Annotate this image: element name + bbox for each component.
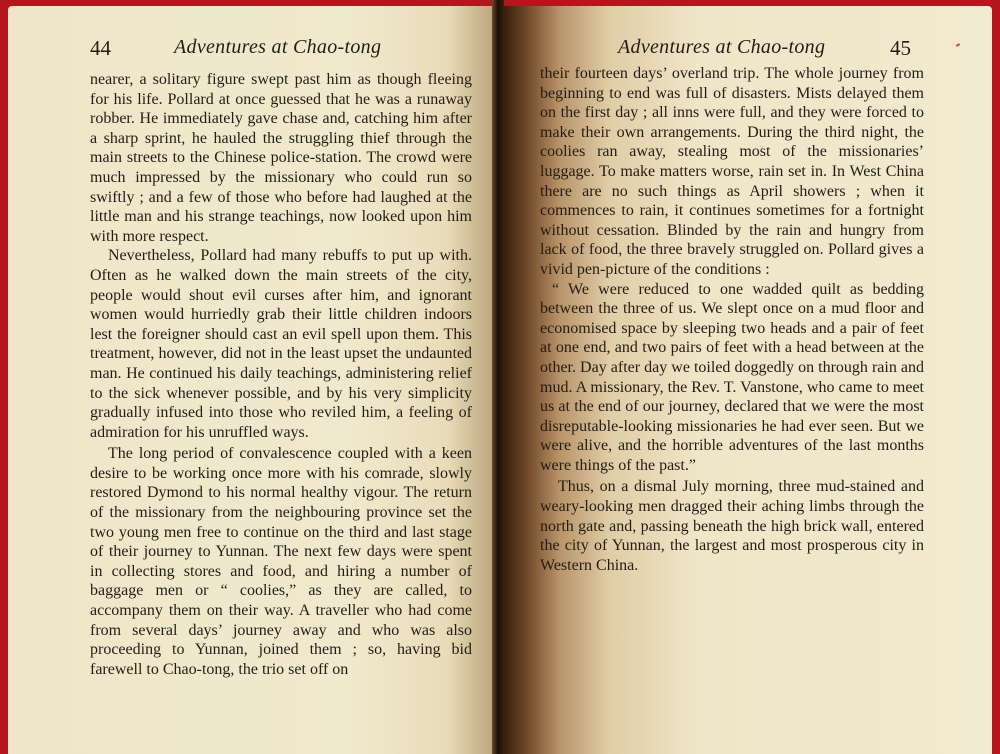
paragraph: The long period of convalescence coupled with a keen desire to be working once more with his comrade, slowly restored Dymond to his normal healthy vigour. The return of the missionary from the neighbouring province set the two young men free to continue on the third and last stage of their journey to Yunnan. The next few days were spent in collecting stores and food, and hiring a number of baggage men or “ coolies,” as they are called, to accompany them on their way. A traveller who had come from several days’ journey away and who was also proceeding to Yunnan, joined them ; so, having bid farewell to Chao-tong, the trio set off on (90, 445, 472, 678)
page-number: 44 (90, 36, 111, 60)
paragraph: Thus, on a dismal July morning, three mud-stained and weary-looking men dragged their aching limbs through the north gate and, passing beneath the high brick wall, entered the city of Yunnan, the largest and most prosperous city in Western China. (540, 478, 924, 574)
book-gutter (492, 0, 504, 754)
left-page (8, 6, 496, 754)
paragraph: Nevertheless, Pollard had many rebuffs to put up with. Often as he walked down the main streets of the city, people would shout evil curses after him, and ignorant women would hurriedly grab their little children indoors lest the foreigner should cast an evil spell upon them. This treatment, however, did not in the least upset the undaunted man. He continued his daily teachings, administering relief to the sick whenever possible, and by his very simplicity gradually infused into those who reviled him, a feeling of admiration for his unruffled ways. (90, 247, 472, 441)
running-head: Adventures at Chao-tong (618, 36, 826, 58)
page-number: 45 (890, 36, 911, 60)
body-text (90, 70, 472, 679)
running-head: Adventures at Chao-tong (174, 36, 382, 58)
quotation-paragraph: “ We were reduced to one wadded quilt as bedding between the three of us. We slept once on a mud floor and economised space by sleeping two heads and a pair of feet at one end, and two pairs of feet with a head between at the other. Day after day we toiled doggedly on through rain and mud. A missionary, the Rev. T. Vanstone, who came to meet us at the end of our journey, declared that we were the most disreputable-looking missionaries he had ever seen. But we were alive, and the horrible adventures of the last months were things of the past.” (540, 280, 924, 474)
paragraph: their fourteen days’ overland trip. The whole journey from beginning to end was full of disasters. Mists delayed them on the first day ; all inns were full, and they were forced to make their own arrangements. During the third night, the coolies ran away, stealing most of the missionaries’ luggage. To make matters worse, rain set in. In West China there are no such things as April showers ; when it commences to rain, it continues sometimes for a fortnight without cessation. Blinded by the rain and hungry from lack of food, the three bravely struggled on. Pollard gives a vivid pen-picture of the conditions : (540, 65, 924, 278)
paragraph: nearer, a solitary figure swept past him as though fleeing for his life. Pollard at once guessed that he was a runaway robber. He immediately gave chase and, catching him after a sharp sprint, he hauled the struggling thief through the main streets to the Chinese police-station. The crowd were much impressed by the missionary who could run so swiftly ; and a few of those who before had laughed at the little man and his strange teachings, now looked upon him with more respect. (90, 71, 472, 245)
right-page (500, 6, 992, 754)
body-text (540, 64, 924, 575)
